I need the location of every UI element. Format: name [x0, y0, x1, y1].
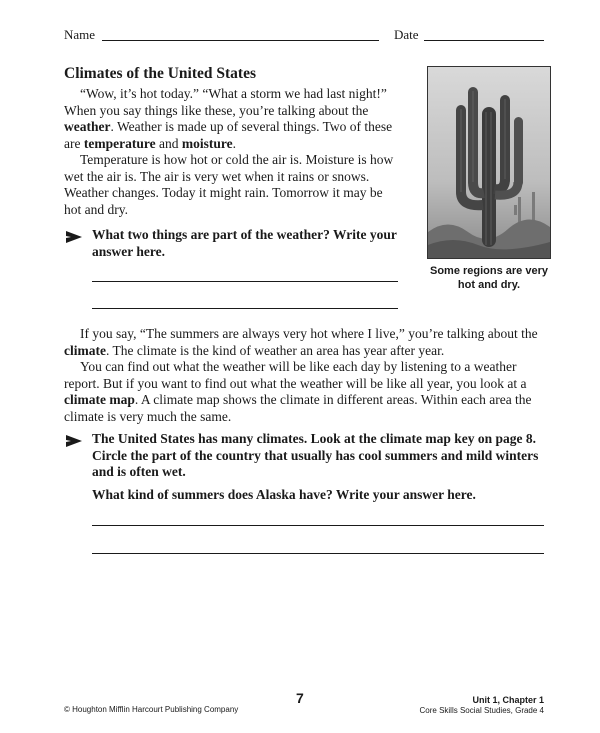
term-weather: weather	[64, 119, 111, 134]
question-3: What kind of summers does Alaska have? Write your answer here.	[92, 487, 476, 502]
intro-paragraphs	[64, 86, 396, 218]
page-title: Climates of the United States	[64, 65, 257, 82]
photo-caption: Some regions are very hot and dry.	[429, 265, 548, 291]
paragraph-1: “Wow, it’s hot today.” “What a storm we had last night!” When you say things like these, you’re talking about the weather. Weather is made up of several things. Two of these are temperature and moisture.	[64, 86, 393, 151]
course-title: Core Skills Social Studies, Grade 4	[419, 706, 544, 715]
arrow-icon	[66, 435, 82, 447]
unit-chapter: Unit 1, Chapter 1	[472, 695, 544, 705]
page-number: 7	[296, 690, 304, 706]
answer-line-2[interactable]	[92, 308, 398, 309]
paragraph-2: Temperature is how hot or cold the air is. Moisture is how wet the air is. The air is very wet when it rains or snows. Weather changes. Today it might rain. Tomorrow it may be hot and dry.	[64, 152, 394, 217]
name-line[interactable]	[102, 40, 379, 41]
date-label: Date	[394, 27, 419, 42]
saguaro-cactus-photo	[427, 66, 551, 259]
answer-line-3[interactable]	[92, 525, 544, 526]
term-moisture: moisture	[181, 135, 233, 151]
cactus-image	[428, 67, 550, 258]
climate-paragraphs	[64, 326, 548, 425]
answer-line-4[interactable]	[92, 553, 544, 554]
paragraph-4: You can find out what the weather will be like each day by listening to a weather report. But if you want to find out what the weather will be like all year, you look at a climate map. A climate map shows the climate in different areas. Within each area the climate is very much the same.	[64, 359, 532, 424]
name-label: Name	[64, 27, 96, 42]
answer-line-1[interactable]	[92, 281, 398, 282]
term-climate-map: climate map	[64, 392, 135, 407]
term-temperature: temperature	[83, 135, 156, 151]
arrow-icon	[66, 231, 82, 243]
question-2: The United States has many climates. Look at the climate map key on page 8. Circle the part of the country that usually has cool summers and mild winters and is often wet.	[92, 431, 539, 479]
date-line[interactable]	[424, 40, 544, 41]
question-1: What two things are part of the weather? Write your answer here.	[92, 227, 397, 259]
term-climate: climate	[64, 342, 106, 358]
copyright: © Houghton Mifflin Harcourt Publishing Company	[64, 705, 239, 714]
paragraph-3: If you say, “The summers are always very hot where I live,” you’re talking about the climate. The climate is the kind of weather an area has year after year.	[64, 326, 538, 358]
